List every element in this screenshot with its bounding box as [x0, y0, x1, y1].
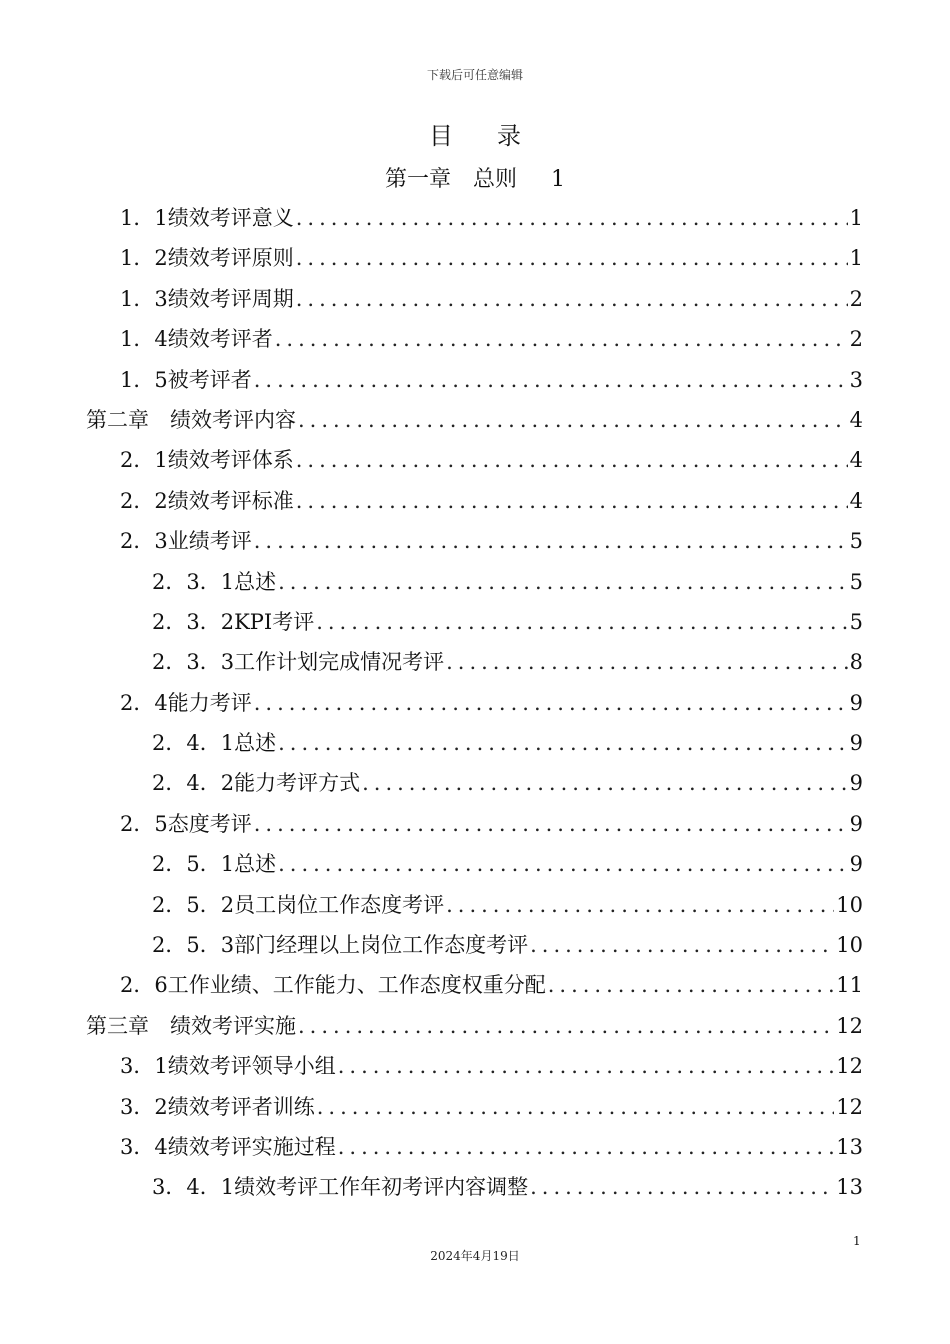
toc-leader-dots [278, 731, 848, 755]
toc-entry[interactable] [86, 1050, 863, 1090]
toc-entry-label: 2．3业绩考评 [120, 529, 252, 554]
toc-entry-label: 3．4绩效考评实施过程 [120, 1134, 336, 1159]
toc-entry-label: 第三章 绩效考评实施 [86, 1013, 296, 1038]
toc-entry-label: 2．1绩效考评体系 [120, 448, 294, 473]
toc-entry-page: 13 [836, 1134, 863, 1159]
toc-entry[interactable] [86, 767, 863, 807]
toc-entry-page: 5 [849, 529, 863, 554]
chapter-1-label: 第一章 总则 [384, 167, 517, 192]
toc-entry-label: 1．3绩效考评周期 [120, 286, 294, 311]
toc-entry-page: 9 [849, 811, 863, 836]
toc-entry[interactable] [86, 848, 863, 888]
toc-leader-dots [548, 973, 835, 997]
toc-entry-page: 10 [836, 933, 863, 958]
toc-entry-label: 2．6工作业绩、工作能力、工作态度权重分配 [120, 973, 546, 998]
toc-entry[interactable] [86, 404, 863, 444]
toc-entry-page: 10 [836, 892, 863, 917]
toc-entry[interactable] [86, 889, 863, 929]
toc-entry-page: 4 [849, 448, 863, 473]
toc-entry[interactable] [86, 687, 863, 727]
toc-entry-label: 3．1绩效考评领导小组 [120, 1054, 336, 1079]
toc-entry-page: 9 [849, 771, 863, 796]
toc-entry-page: 12 [836, 1094, 863, 1119]
toc-entry[interactable] [86, 323, 863, 363]
toc-entry[interactable] [86, 1171, 863, 1211]
toc-entry-page: 8 [849, 650, 863, 675]
toc-leader-dots [254, 368, 848, 392]
toc-entry[interactable] [86, 1010, 863, 1050]
toc-entry[interactable] [86, 929, 863, 969]
toc-leader-dots [362, 771, 848, 795]
toc-entry[interactable] [86, 485, 863, 525]
toc-entry[interactable] [86, 969, 863, 1009]
toc-leader-dots [278, 852, 848, 876]
toc-entry-label: 2．5．3部门经理以上岗位工作态度考评 [152, 933, 529, 958]
toc-entry[interactable] [86, 525, 863, 565]
toc-entry-label: 2．3．1总述 [152, 569, 277, 594]
toc-title: 目录 [429, 122, 565, 150]
chapter-1-heading[interactable] [0, 162, 950, 193]
toc-leader-dots [338, 1135, 835, 1159]
toc-entry[interactable] [86, 1091, 863, 1131]
toc-entry-label: 3．4．1绩效考评工作年初考评内容调整 [152, 1175, 529, 1200]
footer-date: 2024年4月19日 [430, 1249, 520, 1263]
toc-entry-page: 12 [836, 1054, 863, 1079]
toc-leader-dots [254, 529, 848, 553]
toc-entry-label: 2．4．1总述 [152, 731, 277, 756]
toc-entry-page: 5 [849, 609, 863, 634]
toc-entry[interactable] [86, 808, 863, 848]
toc-entry[interactable] [86, 566, 863, 606]
table-of-contents [86, 202, 863, 1212]
chapter-1-page: 1 [551, 167, 565, 192]
toc-leader-dots [446, 650, 848, 674]
toc-leader-dots [316, 610, 847, 634]
toc-entry[interactable] [86, 727, 863, 767]
toc-entry[interactable] [86, 1131, 863, 1171]
toc-leader-dots [446, 893, 834, 917]
toc-leader-dots [275, 327, 848, 351]
toc-entry-label: 第二章 绩效考评内容 [86, 407, 296, 432]
toc-entry[interactable] [86, 242, 863, 282]
toc-entry-label: 2．2绩效考评标准 [120, 488, 294, 513]
toc-entry-page: 5 [849, 569, 863, 594]
toc-entry-label: 1．1绩效考评意义 [120, 206, 294, 230]
page-number: 1 [853, 1234, 861, 1248]
toc-entry-label: 2．5．1总述 [152, 852, 277, 877]
toc-entry-page: 4 [849, 407, 863, 432]
toc-entry[interactable] [86, 444, 863, 484]
toc-entry-page: 1 [849, 246, 863, 271]
toc-entry-page: 13 [836, 1175, 863, 1200]
toc-entry-label: 2．4．2能力考评方式 [152, 771, 361, 796]
toc-entry-page: 9 [849, 852, 863, 877]
toc-leader-dots [296, 448, 848, 472]
toc-entry-label: 3．2绩效考评者训练 [120, 1094, 315, 1119]
toc-leader-dots [296, 206, 848, 230]
toc-leader-dots [254, 691, 848, 715]
toc-leader-dots [254, 812, 848, 836]
toc-entry-page: 11 [836, 973, 863, 998]
toc-leader-dots [317, 1095, 835, 1119]
toc-leader-dots [296, 489, 848, 513]
toc-entry-label: 1．2绩效考评原则 [120, 246, 294, 271]
toc-entry-page: 2 [849, 286, 863, 311]
toc-entry-page: 9 [849, 731, 863, 756]
toc-entry[interactable] [86, 202, 863, 242]
toc-entry-label: 1．4绩效考评者 [120, 327, 273, 352]
toc-entry-label: 2．3．3工作计划完成情况考评 [152, 650, 445, 675]
toc-entry[interactable] [86, 646, 863, 686]
toc-entry-page: 4 [849, 488, 863, 513]
toc-leader-dots [278, 570, 848, 594]
toc-leader-dots [338, 1054, 835, 1078]
toc-entry-page: 3 [849, 367, 863, 392]
toc-leader-dots [530, 933, 834, 957]
toc-entry-page: 9 [849, 690, 863, 715]
toc-entry[interactable] [86, 283, 863, 323]
toc-entry-label: 2．4能力考评 [120, 690, 252, 715]
toc-leader-dots [298, 1014, 834, 1038]
toc-entry[interactable] [86, 364, 863, 404]
toc-entry-label: 2．5．2员工岗位工作态度考评 [152, 892, 445, 917]
toc-entry-page: 1 [849, 206, 863, 230]
page-header: 下载后可任意编辑 [426, 68, 523, 82]
toc-entry-page: 12 [836, 1013, 863, 1038]
toc-entry-label: 2．3．2KPI考评 [152, 609, 315, 634]
toc-leader-dots [530, 1175, 834, 1199]
toc-entry-label: 1．5被考评者 [120, 367, 252, 392]
toc-entry[interactable] [86, 606, 863, 646]
toc-entry-page: 2 [849, 327, 863, 352]
toc-leader-dots [296, 246, 848, 270]
toc-leader-dots [298, 408, 848, 432]
toc-entry-label: 2．5态度考评 [120, 811, 252, 836]
toc-leader-dots [296, 287, 848, 311]
